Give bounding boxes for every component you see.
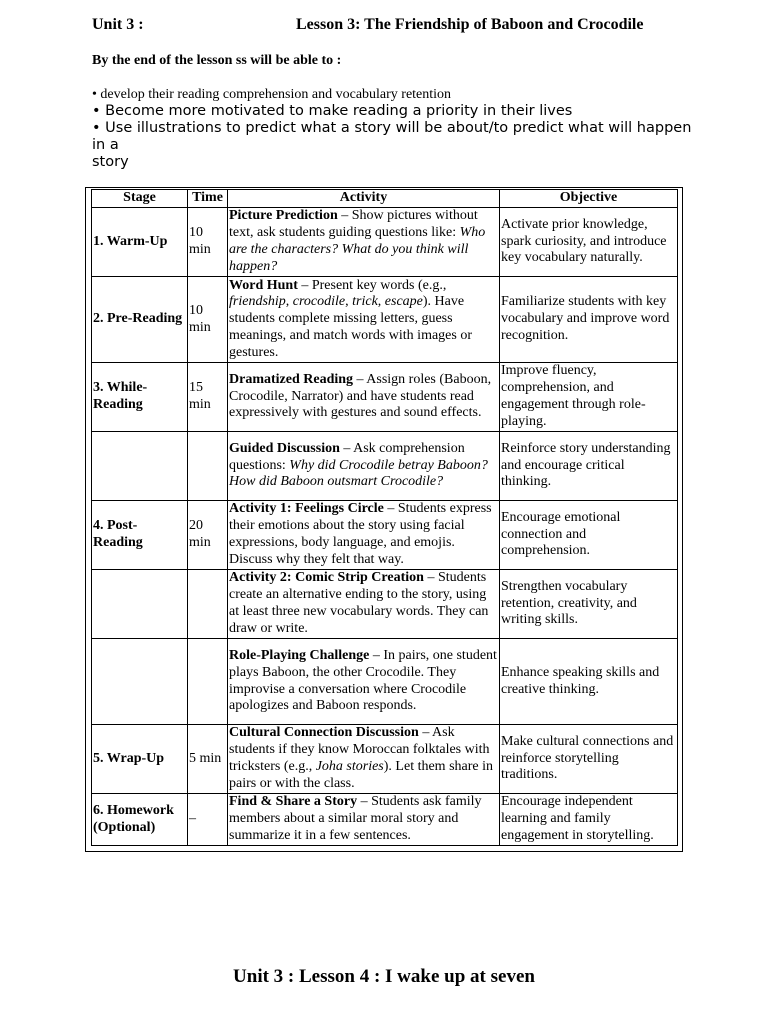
time-cell — [188, 432, 228, 501]
activity-cell — [228, 208, 500, 277]
table-row — [92, 639, 678, 725]
activity-text: – Present key words (e.g., — [297, 277, 447, 293]
objectives-intro: By the end of the lesson ss will be able to : — [92, 53, 342, 68]
objective-cell: Enhance speaking skills and creative thinking. — [500, 639, 678, 725]
table-row — [92, 363, 678, 432]
header-time: Time — [188, 190, 228, 208]
unit-label: Unit 3 : — [92, 16, 144, 33]
time-cell: 10 min — [188, 277, 228, 363]
activity-cell — [228, 501, 500, 570]
activity-emphasis: escape — [384, 294, 423, 310]
activity-title: Find & Share a Story — [229, 794, 358, 810]
activity-text: – In pairs, one student plays Baboon, the other Crocodile. They improvise a conversation where Crocodile apologizes and Baboon responds. — [229, 647, 497, 714]
time-cell: 5 min — [188, 725, 228, 794]
activity-cell — [228, 725, 500, 794]
stage-cell: 6. Homework (Optional) — [92, 794, 188, 846]
time-cell: 20 min — [188, 501, 228, 570]
objective-item: • develop their reading comprehension and vocabulary retention — [92, 87, 452, 102]
objective-cell: Familiarize students with key vocabulary and improve word recognition. — [500, 277, 678, 363]
time-cell: 15 min — [188, 363, 228, 432]
activity-emphasis: friendship — [229, 294, 286, 310]
stage-cell: 2. Pre-Reading — [92, 277, 188, 363]
activity-emphasis: Joha stories — [315, 759, 384, 774]
table-row — [92, 277, 678, 363]
activity-emphasis: Who are the characters? What do you think will happen? — [229, 225, 486, 274]
objective-cell: Encourage independent learning and family engagement in storytelling. — [500, 794, 678, 846]
activity-title: Activity 2: Comic Strip Creation — [229, 570, 424, 586]
activity-text: – Ask comprehension questions: — [229, 440, 465, 473]
stage-cell — [92, 570, 188, 639]
stage-cell: 5. Wrap-Up — [92, 725, 188, 794]
activity-text: – Show pictures without text, ask students guiding questions like: — [229, 208, 478, 241]
objective-cell: Strengthen vocabulary retention, creativity, and writing skills. — [500, 570, 678, 639]
document-header — [92, 16, 692, 38]
activity-emphasis: Why did Crocodile betray Baboon? How did Baboon outsmart Crocodile? — [229, 457, 488, 490]
activity-text: ). Have students complete missing letters, guess meanings, and match words with images or gestures. — [229, 294, 473, 360]
objective-cell: Make cultural connections and reinforce storytelling traditions. — [500, 725, 678, 794]
activity-cell — [228, 432, 500, 501]
activity-cell — [228, 570, 500, 639]
stage-cell: 3. While-Reading — [92, 363, 188, 432]
table-header-row — [92, 190, 678, 208]
objective-cell: Encourage emotional connection and comprehension. — [500, 501, 678, 570]
lesson-plan-table — [91, 189, 678, 846]
activity-text: , — [345, 294, 353, 310]
next-lesson-title: Unit 3 : Lesson 4 : I wake up at seven — [233, 966, 535, 987]
objective-item: • Use illustrations to predict what a story will be about/to predict what will happen in a — [92, 120, 692, 153]
objective-item: • Become more motivated to make reading a priority in their lives — [92, 103, 573, 119]
objective-cell: Reinforce story understanding and encourage critical thinking. — [500, 432, 678, 501]
table-row — [92, 570, 678, 639]
activity-title: Cultural Connection Discussion — [229, 725, 419, 741]
table-row — [92, 432, 678, 501]
activity-title: Word Hunt — [229, 277, 298, 293]
activity-title: Guided Discussion — [229, 440, 340, 456]
activity-text: – Students ask family members about a similar moral story and summarize it in a few sentences. — [229, 794, 482, 843]
objective-item: story — [92, 154, 129, 170]
activity-title: Dramatized Reading — [229, 371, 354, 387]
stage-cell — [92, 639, 188, 725]
time-cell — [188, 570, 228, 639]
activity-text: ). Let them share in pairs or with the class. — [229, 759, 494, 791]
activity-cell — [228, 277, 500, 363]
stage-cell: 1. Warm-Up — [92, 208, 188, 277]
stage-cell: 4. Post-Reading — [92, 501, 188, 570]
header-activity: Activity — [228, 190, 500, 208]
table-row — [92, 208, 678, 277]
stage-cell — [92, 432, 188, 501]
header-objective: Objective — [500, 190, 678, 208]
activity-title: Activity 1: Feelings Circle — [229, 501, 384, 517]
activity-title: Role-Playing Challenge — [229, 647, 370, 663]
activity-emphasis: trick — [352, 294, 378, 310]
activity-text: – Assign roles (Baboon, Crocodile, Narrator) and have students read expressively with gestures and sound effects. — [229, 371, 492, 421]
activity-text: , — [377, 294, 385, 310]
activity-emphasis: crocodile — [292, 294, 346, 310]
objective-cell: Activate prior knowledge, spark curiosity, and introduce key vocabulary naturally. — [500, 208, 678, 277]
lesson-title: Lesson 3: The Friendship of Baboon and Crocodile — [296, 16, 644, 33]
activity-cell — [228, 794, 500, 846]
activity-text: – Ask students if they know Moroccan folktales with tricksters (e.g., — [229, 725, 490, 774]
activity-cell — [228, 363, 500, 432]
activity-text: , — [285, 294, 293, 310]
objective-cell: Improve fluency, comprehension, and engagement through role-playing. — [500, 363, 678, 432]
table-row — [92, 725, 678, 794]
table-row — [92, 794, 678, 846]
time-cell: – — [188, 794, 228, 846]
time-cell — [188, 639, 228, 725]
activity-cell — [228, 639, 500, 725]
header-stage: Stage — [92, 190, 188, 208]
activity-text: – Students express their emotions about the story using facial expressions, body language, and emojis. Discuss why they felt that way. — [229, 501, 492, 567]
activity-title: Picture Prediction — [229, 208, 338, 224]
time-cell: 10 min — [188, 208, 228, 277]
table-row — [92, 501, 678, 570]
objectives-list — [92, 86, 692, 171]
activity-text: – Students create an alternative ending to the story, using at least three new vocabulary words. They can draw or write. — [229, 570, 489, 636]
